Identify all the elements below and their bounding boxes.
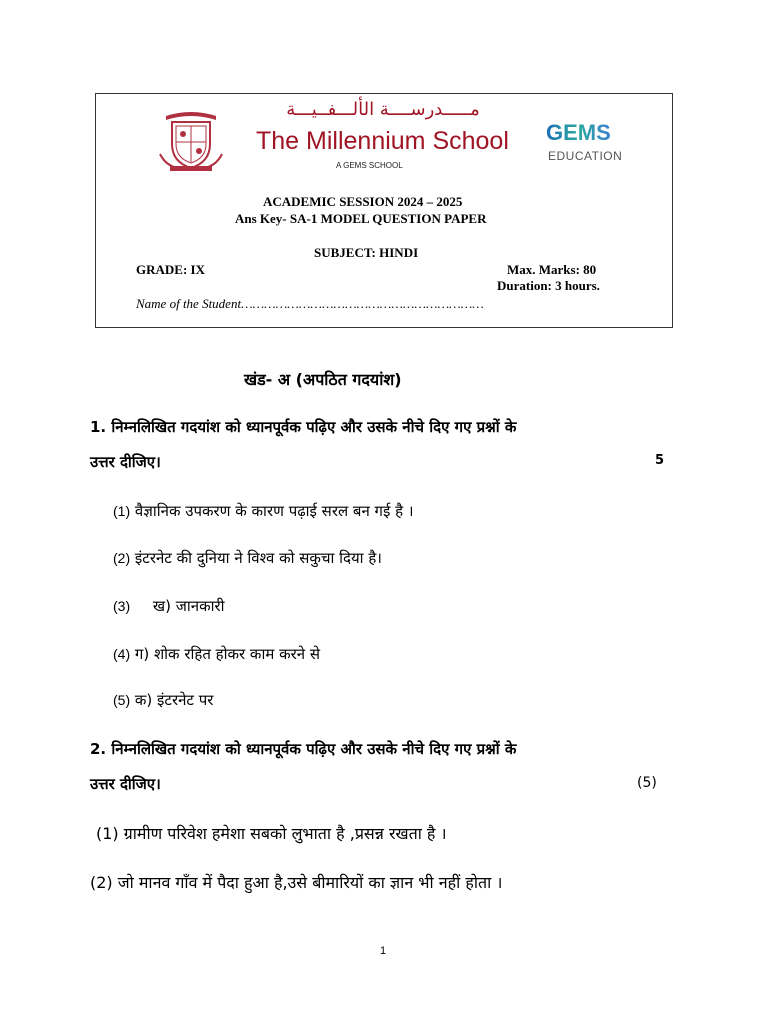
question1-heading: 1. निम्नलिखित गदयांश को ध्यानपूर्वक पढ़िए और उसके नीचे दिए गए प्रश्नों के — [90, 418, 517, 436]
subject-label: SUBJECT: HINDI — [314, 245, 419, 260]
q1-answer-2 — [113, 548, 382, 568]
q2-answer-1: (1) ग्रामीण परिवेश हमेशा सबको लुभाता है ,प्रसन्न रखता है । — [96, 824, 447, 843]
answer-number: (2) — [113, 550, 131, 566]
answer-text: ख) जानकारी — [152, 597, 225, 615]
school-arabic-name: مـــــدرســــة الألـــفــيـــة — [286, 99, 480, 120]
school-name: The Millennium School — [256, 127, 509, 155]
q2-answer-2: (2) जो मानव गाँव में पैदा हुआ है,उसे बीमारियों का ज्ञान भी नहीं होता । — [90, 873, 503, 892]
answer-text: क) इंटरनेट पर — [134, 691, 214, 709]
grade-label: GRADE: IX — [136, 262, 205, 277]
question2-heading: 2. निम्नलिखित गदयांश को ध्यानपूर्वक पढ़िए और उसके नीचे दिए गए प्रश्नों के — [90, 740, 517, 758]
gems-education-label: EDUCATION — [548, 149, 623, 163]
school-tagline: A GEMS SCHOOL — [336, 161, 403, 170]
section-title: खंड- अ (अपठित गदयांश) — [244, 370, 402, 389]
q1-answer-5 — [113, 690, 213, 710]
school-crest-logo — [158, 110, 224, 172]
gems-logo-text: GEMS — [546, 120, 611, 144]
answer-number: (1) — [113, 503, 131, 519]
page-number: 1 — [380, 945, 387, 957]
answer-number: (5) — [113, 692, 131, 708]
q1-answer-4 — [113, 644, 320, 664]
answer-number: (3) — [113, 598, 131, 614]
q1-answer-1 — [113, 501, 414, 521]
student-name-field: Name of the Student……………………………………………………… — [136, 296, 484, 311]
question2-marks: (5) — [637, 775, 657, 791]
question1-marks: 5 — [655, 453, 665, 468]
question2-heading-line2: उत्तर दीजिए। — [90, 775, 161, 793]
question1-heading-line2: उत्तर दीजिए। — [90, 453, 161, 471]
duration-label: Duration: 3 hours. — [497, 278, 600, 293]
answer-number: (4) — [113, 646, 131, 662]
paper-title: Ans Key- SA-1 MODEL QUESTION PAPER — [235, 211, 487, 226]
answer-text: वैज्ञानिक उपकरण के कारण पढ़ाई सरल बन गई है । — [134, 502, 414, 520]
max-marks-label: Max. Marks: 80 — [507, 262, 597, 277]
academic-session: ACADEMIC SESSION 2024 – 2025 — [263, 194, 463, 209]
answer-text: इंटरनेट की दुनिया ने विश्व को सकुचा दिया है। — [134, 549, 382, 567]
gems-logo — [546, 120, 626, 144]
q1-answer-3 — [113, 596, 225, 616]
answer-text: ग) शोक रहित होकर काम करने से — [134, 645, 320, 663]
